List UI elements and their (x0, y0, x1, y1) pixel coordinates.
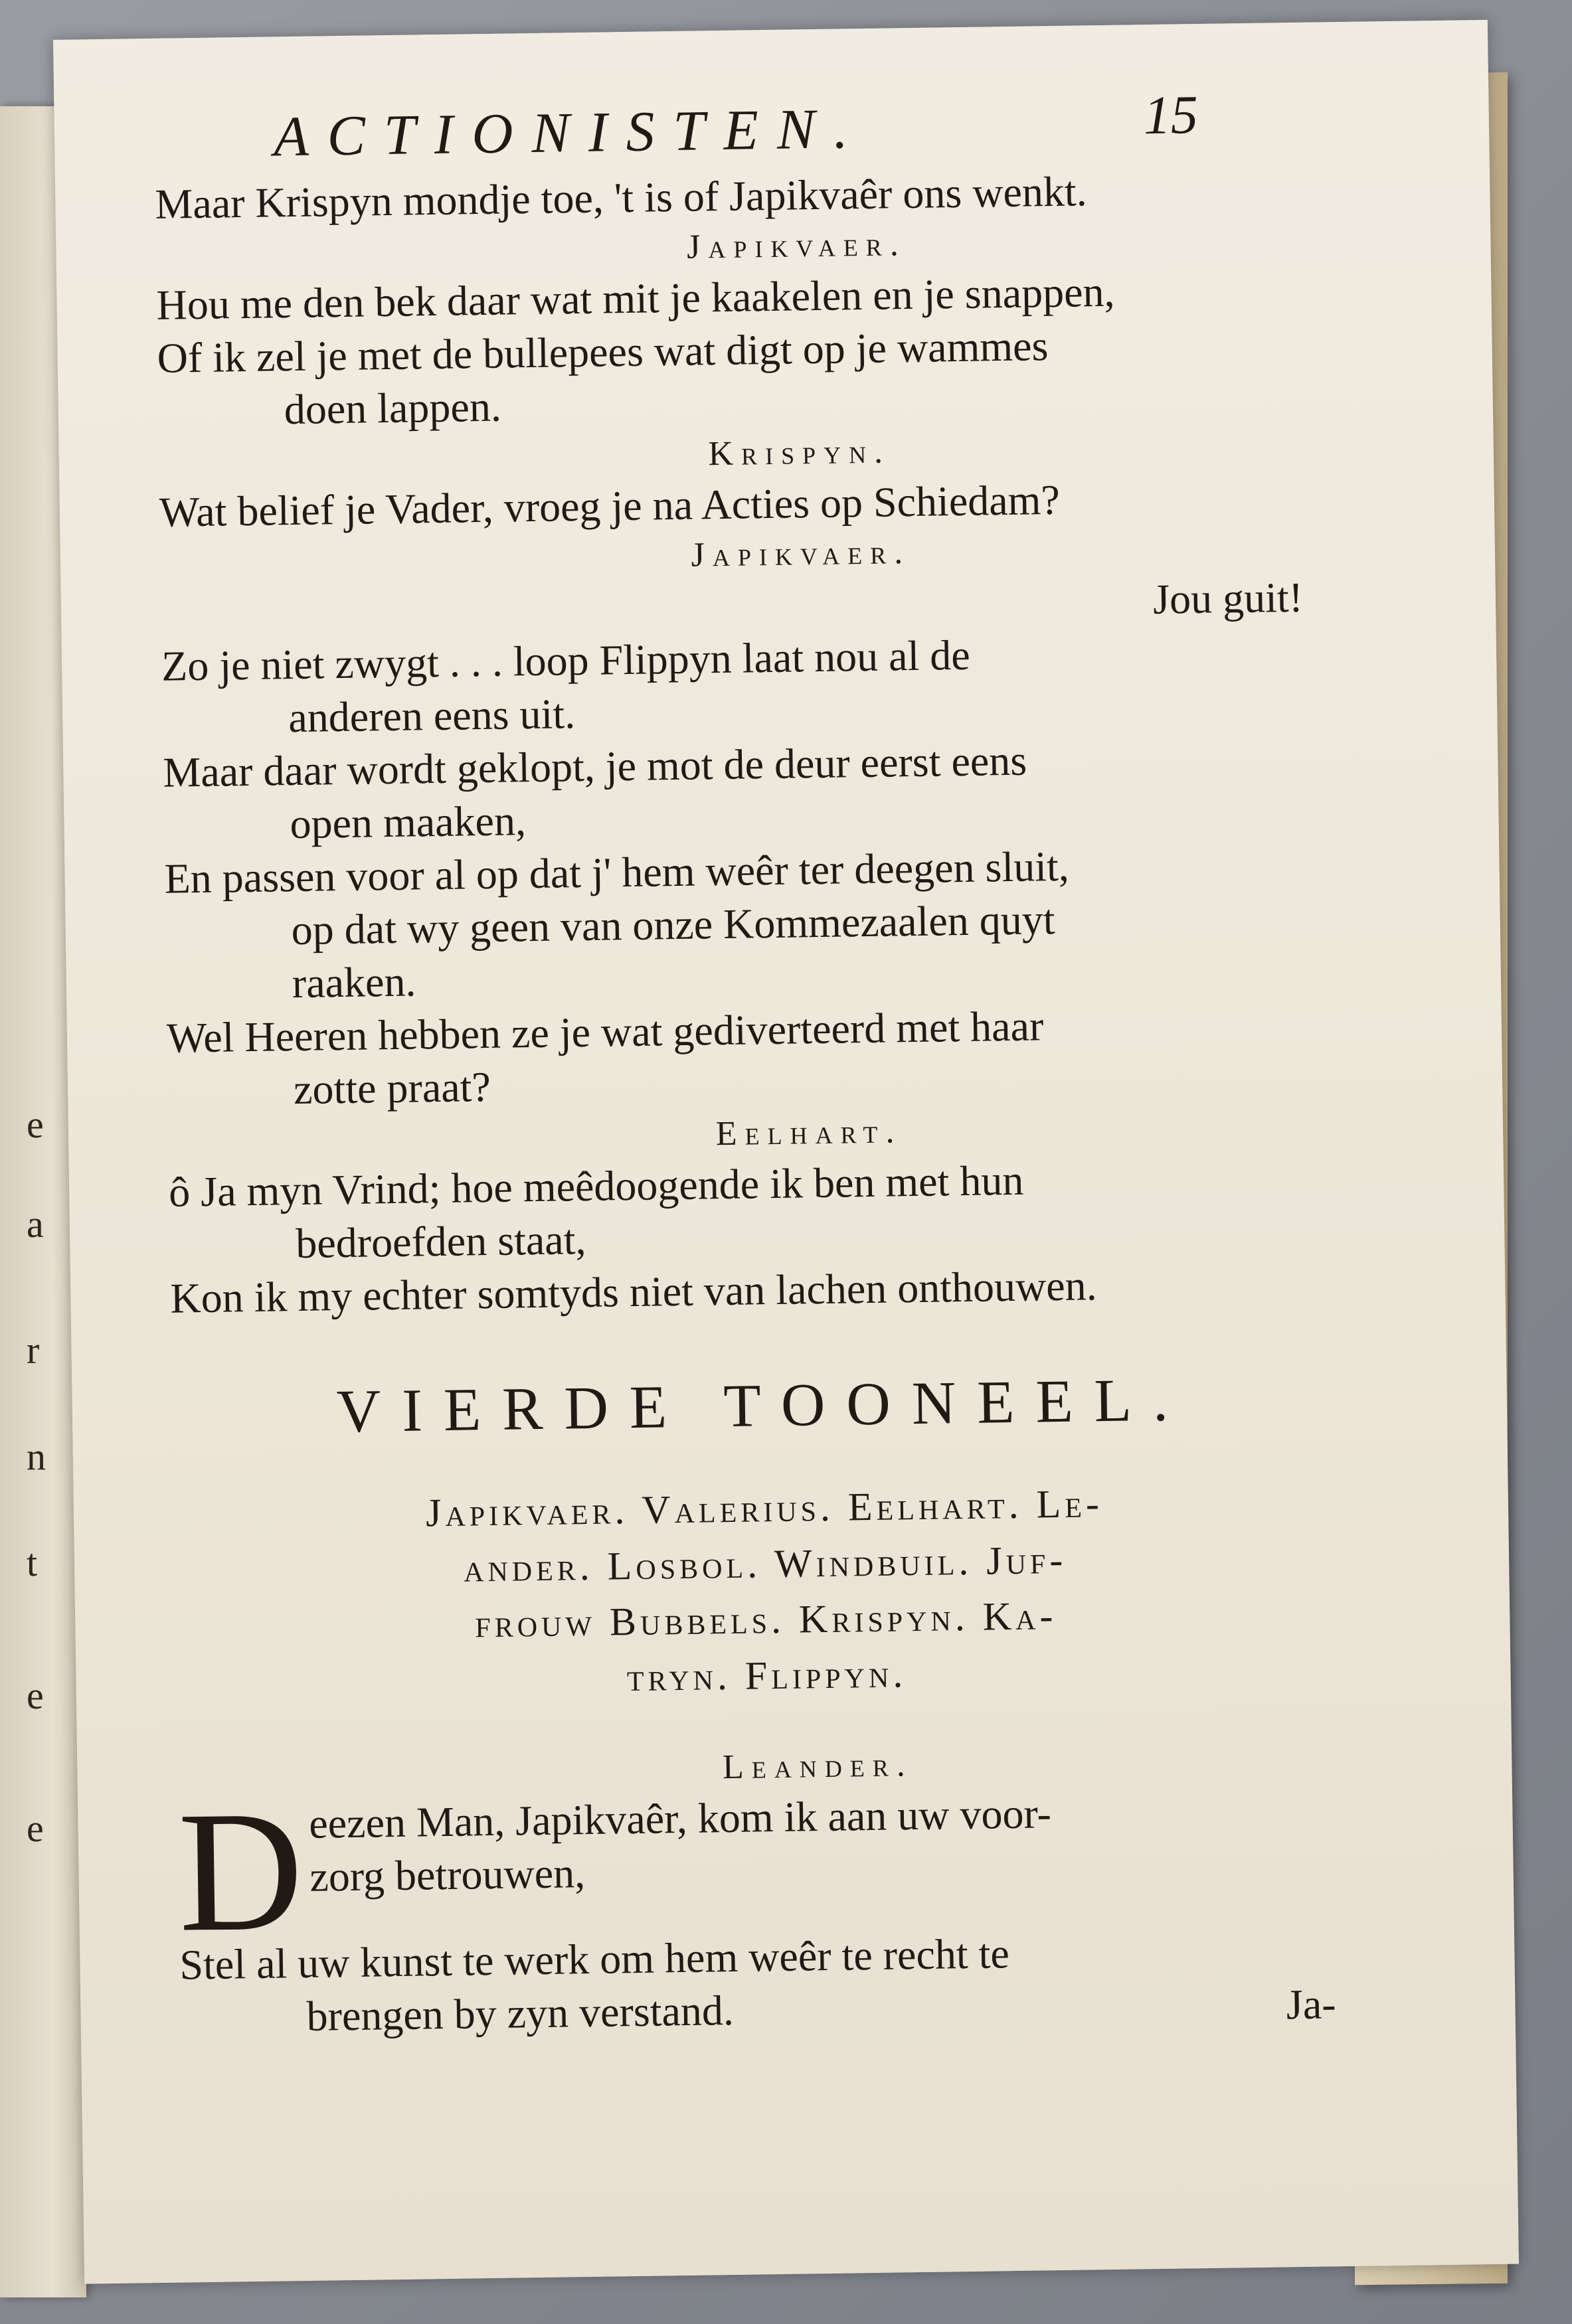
drop-cap: D (177, 1775, 305, 1968)
verse-line: open maaken, (290, 797, 527, 848)
speaker-name: Krispyn. (708, 432, 891, 473)
catchword: Ja- (1286, 1980, 1336, 2029)
verse-line: doen lappen. (284, 382, 502, 434)
edge-letter: e (27, 1103, 44, 1146)
edge-letter: n (27, 1435, 46, 1478)
book-page (53, 20, 1519, 2284)
cast-line: frouw Bubbels. Krispyn. Ka- (474, 1594, 1057, 1646)
speaker-name: Leander. (722, 1746, 914, 1787)
cast-line: tryn. Flippyn. (626, 1651, 907, 1700)
verse-line: En passen voor al op dat j' hem weêr ter deegen sluit, (164, 842, 1070, 902)
verse-line: Jou guit! (1152, 573, 1304, 623)
verse-line: op dat wy geen van onze Kommezaalen quyt (291, 896, 1055, 954)
verse-line: eezen Man, Japikvaêr, kom ik aan uw voor- (308, 1789, 1052, 1847)
verse-line: zorg betrouwen, (309, 1849, 586, 1900)
final-speech (177, 1735, 1363, 2045)
edge-letter: t (27, 1541, 38, 1584)
verse-line: zotte praat? (293, 1062, 491, 1114)
verse-line: brengen by zyn verstand. (306, 1986, 735, 2040)
speaker-name: Japikvaer. (686, 225, 907, 266)
page-text (155, 161, 1363, 2045)
cast-line: ander. Losbol. Windbuil. Juf- (463, 1537, 1067, 1590)
edge-letter: e (27, 1674, 44, 1717)
verse-line: anderen eens uit. (288, 690, 576, 742)
edge-letter: e (27, 1807, 44, 1850)
verse-line: Maar daar wordt geklopt, je mot de deur eerst eens (162, 736, 1027, 796)
verse-line: Kon ik my echter somtyds niet van lachen onthouwen. (169, 1262, 1098, 1322)
verse-line: Stel al uw kunst te werk om hem weêr te recht te (179, 1930, 1010, 1989)
verse-line: bedroefden staat, (295, 1215, 586, 1268)
cast-line: Japikvaer. Valerius. Eelhart. Le- (425, 1481, 1104, 1535)
verse-line: Zo je niet zwygt . . . loop Flippyn laat nou al de (161, 631, 971, 690)
running-head: ACTIONISTEN. (273, 96, 867, 169)
verse-line: Of ik zel je met de bullepees wat digt op je wammes (157, 322, 1049, 382)
speaker-name: Eelhart. (715, 1112, 903, 1153)
scene-heading: VIERDE TOONEEL. (336, 1365, 1190, 1446)
verse-line: Wel Heeren hebben ze je wat gediverteerd met haar (166, 1002, 1044, 1062)
verse-line: ô Ja myn Vrind; hoe meêdoogende ik ben met hun (168, 1156, 1024, 1216)
speaker-name: Japikvaer. (691, 533, 911, 574)
page-number: 15 (1143, 84, 1199, 146)
edge-letter: a (27, 1203, 44, 1246)
edge-letter: r (27, 1329, 40, 1372)
dialogue-lines (155, 161, 1353, 1325)
verse-line: raaken. (292, 957, 416, 1007)
verse-line: Maar Krispyn mondje toe, 't is of Japikvaêr ons wenkt. (154, 167, 1088, 228)
verse-line: Wat belief je Vader, vroeg je na Acties op Schiedam? (159, 475, 1061, 536)
cast-list (173, 1472, 1358, 1712)
verse-line: Hou me den bek daar wat mit je kaakelen en je snappen, (156, 268, 1115, 329)
